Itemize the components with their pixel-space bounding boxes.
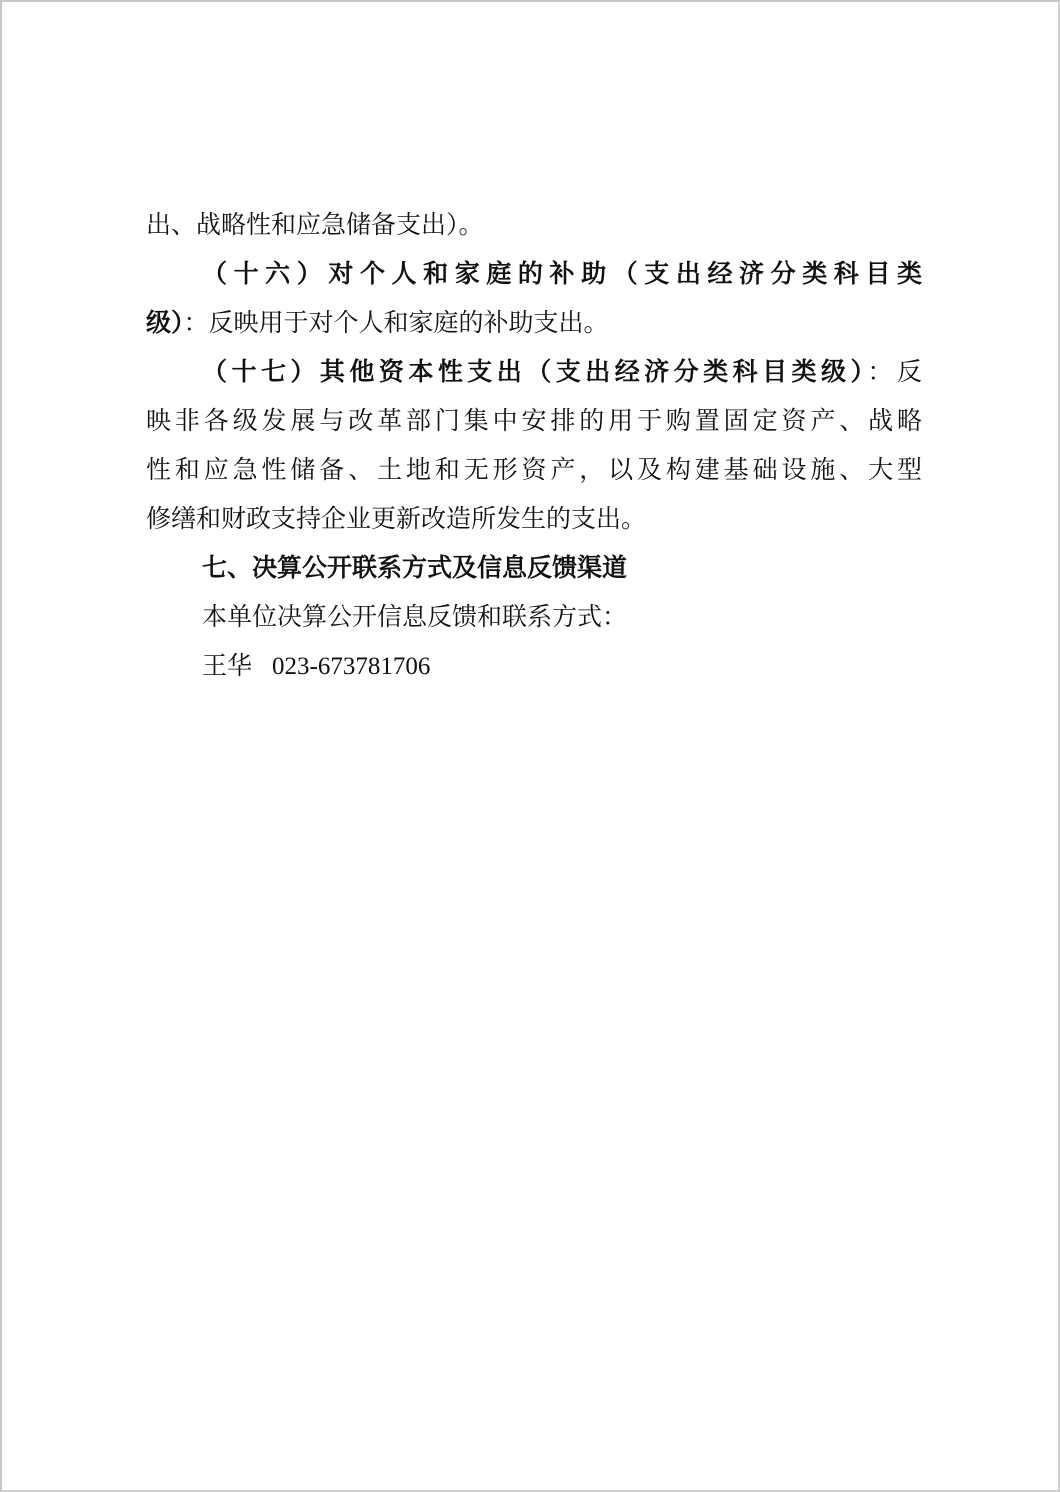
item-16-description: ：反映用于对个人和家庭的补助支出。 (183, 308, 609, 337)
contact-name: 王华 (202, 651, 253, 680)
paragraph-line (146, 592, 922, 641)
item-17-heading-line (146, 347, 922, 396)
contact-phone: 023-673781706 (272, 653, 431, 680)
document-body (146, 200, 922, 690)
item-16-title: （十六）对个人和家庭的补助（支出经济分类科目类 (202, 259, 922, 288)
section-heading: 七、决算公开联系方式及信息反馈渠道 (202, 553, 628, 582)
text-run: 修缮和财政支持企业更新改造所发生的支出。 (146, 504, 647, 533)
text-run: 映非各级发展与改革部门集中安排的用于购置固定资产、战略 (146, 406, 922, 435)
contact-intro: 本单位决算公开信息反馈和联系方式： (202, 602, 628, 631)
item-16-heading-line (146, 249, 922, 298)
item-17-title: （十七）其他资本性支出（支出经济分类科目类级） (202, 357, 868, 386)
section-heading-line (146, 543, 922, 592)
contact-line (146, 641, 922, 690)
item-17-description-start: ：反 (867, 357, 922, 386)
item-16-title-end: 级） (146, 308, 184, 337)
paragraph-line (146, 396, 922, 445)
text-run: 性和应急性储备、土地和无形资产，以及构建基础设施、大型 (146, 455, 922, 484)
text-run: 出、战略性和应急储备支出）。 (146, 210, 484, 239)
paragraph-line (146, 445, 922, 494)
paragraph-line (146, 298, 922, 347)
paragraph-line (146, 494, 922, 543)
paragraph-line (146, 200, 922, 249)
